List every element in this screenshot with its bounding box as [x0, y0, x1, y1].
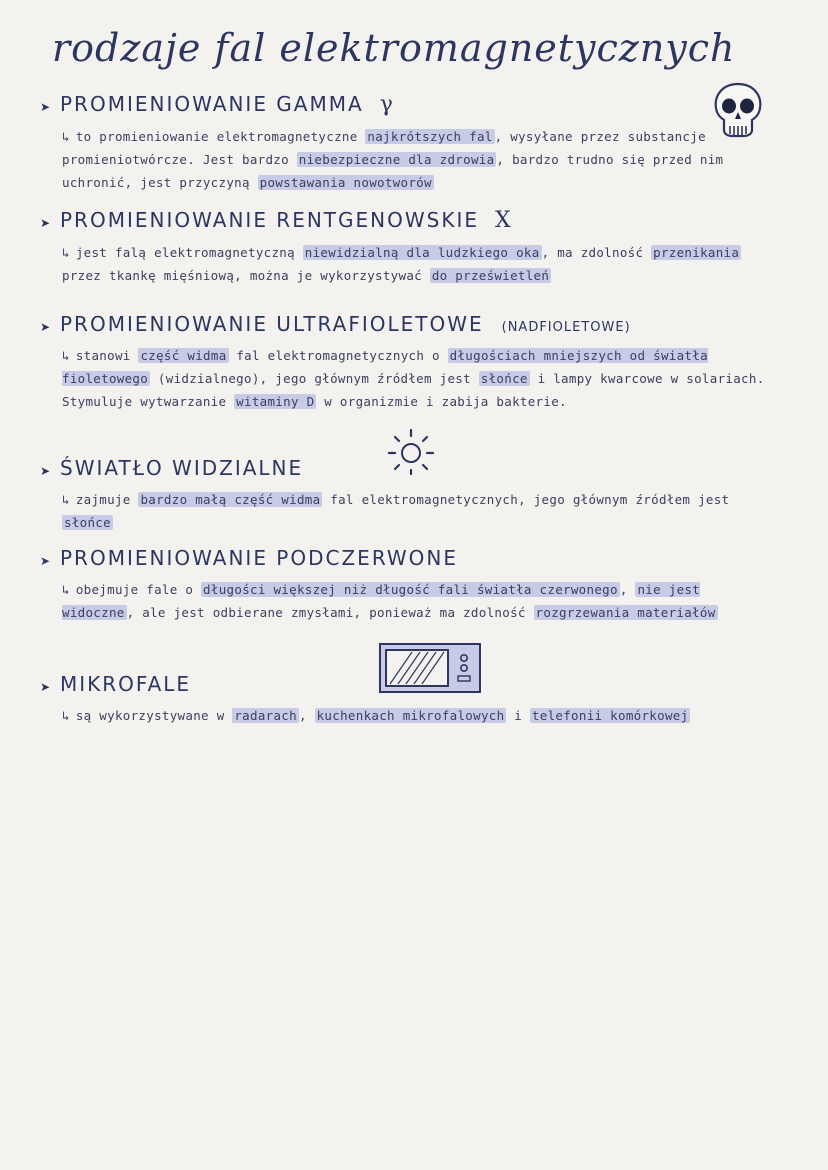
body-text: , ma zdolność	[541, 245, 652, 260]
microwave-icon	[378, 640, 482, 696]
section-heading	[40, 208, 790, 233]
highlighted-text: najkrótszych fal	[367, 129, 493, 144]
highlighted-text: witaminy D	[236, 394, 315, 409]
section-heading	[40, 92, 790, 117]
highlighted-text: niewidzialną dla ludzkiego oka	[304, 245, 540, 260]
body-text: to promieniowanie elektromagnetyczne	[75, 129, 366, 144]
bullet-arrow-icon: ↳	[62, 348, 70, 363]
highlighted-text: powstawania nowotworów	[259, 175, 432, 190]
heading-symbol: X	[494, 208, 511, 233]
highlighted-text: kuchenkach mikrofalowych	[316, 708, 505, 723]
heading-symbol: γ	[379, 92, 393, 117]
arrow-icon: ➤	[40, 216, 53, 230]
body-text: przez tkankę mięśniową, można je wykorzystywać	[62, 268, 430, 283]
section-body	[62, 488, 777, 534]
body-text: ,	[619, 582, 636, 597]
bullet-arrow-icon: ↳	[62, 492, 70, 507]
highlighted-text: długości większej niż długość fali światła czerwonego	[203, 582, 618, 597]
section-heading	[40, 546, 790, 570]
section-infrared	[40, 546, 790, 624]
highlighted-text: telefonii komórkowej	[531, 708, 689, 723]
highlighted-text: słońce	[480, 371, 528, 386]
heading-text: ŚWIATŁO WIDZIALNE	[60, 456, 304, 480]
section-body	[62, 704, 777, 727]
section-xray	[40, 208, 790, 287]
section-body	[62, 344, 777, 413]
body-text: , bardzo trudno się przed nim uchronić, jest przyczyną	[62, 152, 724, 190]
arrow-icon: ➤	[40, 464, 53, 478]
heading-text: PROMIENIOWANIE RENTGENOWSKIE	[60, 208, 479, 232]
section-visible-light	[40, 456, 790, 534]
body-text: , wysyłane przez substancje promieniotwórcze. Jest bardzo	[62, 129, 706, 167]
body-text: jest falą elektromagnetyczną	[75, 245, 303, 260]
body-text: i lampy kwarcowe w solariach. Stymuluje wytwarzanie	[62, 371, 765, 409]
bullet-arrow-icon: ↳	[62, 708, 70, 723]
highlighted-text: długościach mniejszych od światła fioletowego	[62, 348, 708, 386]
section-body	[62, 125, 777, 194]
highlighted-text: nie jest widoczne	[62, 582, 701, 620]
arrow-icon: ➤	[40, 100, 53, 114]
bullet-arrow-icon: ↳	[62, 582, 70, 597]
section-heading	[40, 312, 790, 336]
arrow-icon: ➤	[40, 554, 53, 568]
section-body	[62, 578, 777, 624]
heading-subtitle: (NADFIOLETOWE)	[501, 320, 631, 335]
heading-text: MIKROFALE	[60, 672, 192, 696]
body-text: w organizmie i zabija bakterie.	[316, 394, 567, 409]
body-text: , ale jest odbierane zmysłami, ponieważ ma zdolność	[126, 605, 534, 620]
highlighted-text: rozgrzewania materiałów	[535, 605, 716, 620]
heading-text: PROMIENIOWANIE GAMMA	[60, 92, 364, 116]
section-heading	[40, 456, 790, 480]
arrow-icon: ➤	[40, 680, 53, 694]
highlighted-text: do prześwietleń	[431, 268, 550, 283]
heading-text: PROMIENIOWANIE ULTRAFIOLETOWE	[60, 312, 484, 336]
bullet-arrow-icon: ↳	[62, 129, 70, 144]
arrow-icon: ➤	[40, 320, 53, 334]
heading-text: PROMIENIOWANIE PODCZERWONE	[60, 546, 459, 570]
body-text: ,	[298, 708, 315, 723]
highlighted-text: radarach	[234, 708, 297, 723]
body-text: zajmuje	[75, 492, 139, 507]
body-text: fal elektromagnetycznych o	[228, 348, 448, 363]
highlighted-text: część widma	[140, 348, 227, 363]
highlighted-text: słońce	[64, 515, 111, 530]
highlighted-text: przenikania	[653, 245, 740, 260]
page-title: rodzaje fal elektromagnetycznych	[52, 26, 736, 70]
skull-icon	[710, 80, 766, 140]
body-text: stanowi	[75, 348, 139, 363]
bullet-arrow-icon: ↳	[62, 245, 70, 260]
body-text: są wykorzystywane w	[75, 708, 233, 723]
highlighted-text: niebezpieczne dla zdrowia	[298, 152, 495, 167]
highlighted-text: bardzo małą część widma	[140, 492, 321, 507]
body-text: (widzialnego), jego głównym źródłem jest	[150, 371, 479, 386]
section-ultraviolet	[40, 312, 790, 413]
body-text: fal elektromagnetycznych, jego głównym źródłem jest	[322, 492, 730, 507]
section-gamma	[40, 92, 790, 194]
section-body	[62, 241, 777, 287]
body-text: obejmuje fale o	[75, 582, 202, 597]
body-text: i	[506, 708, 530, 723]
